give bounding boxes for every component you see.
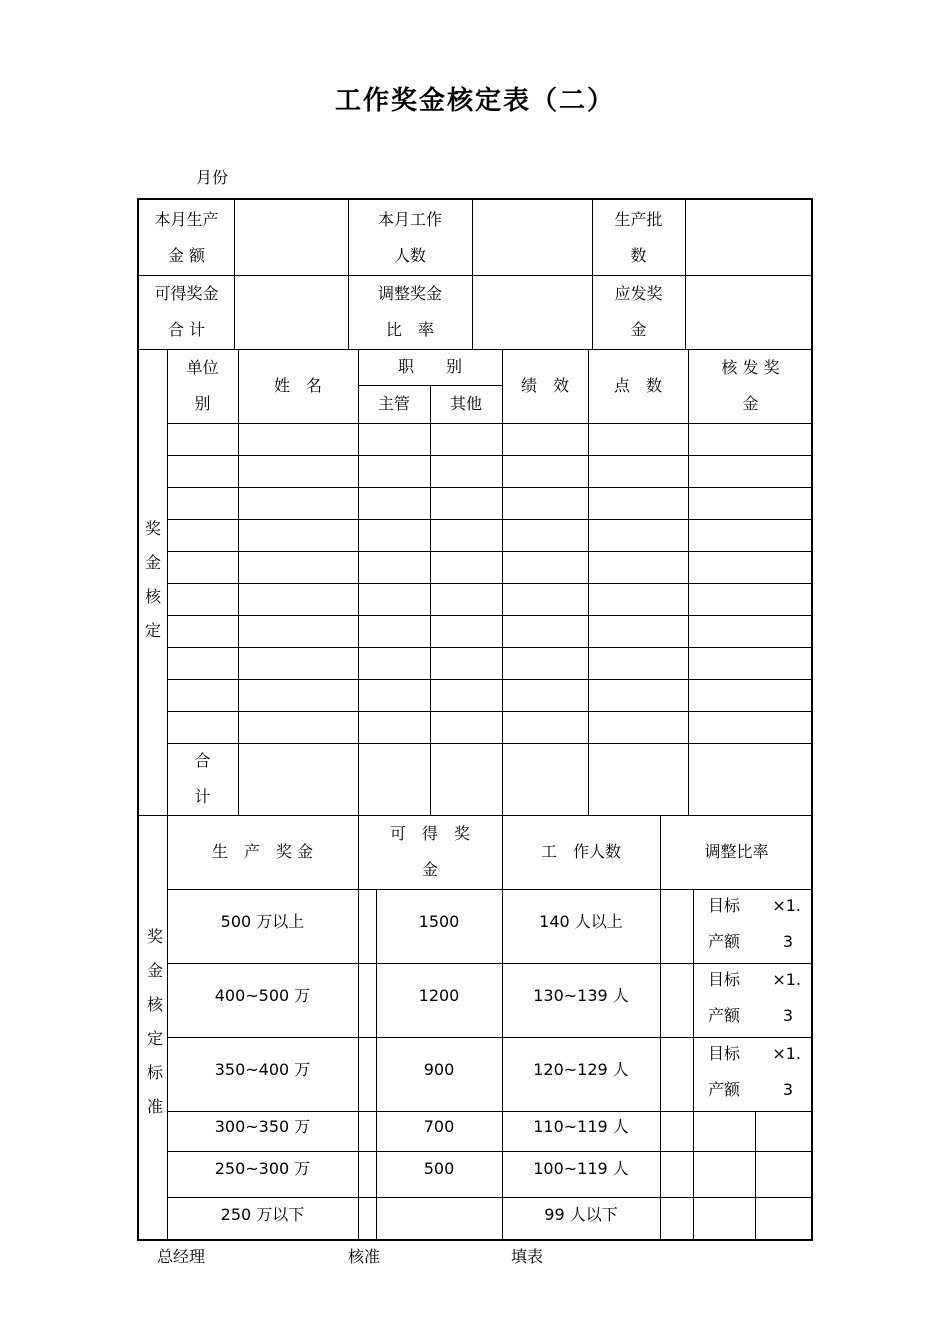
standard-row-production: 500 万以上 [220, 912, 305, 931]
rule [755, 1111, 756, 1241]
standard-row-production: 400~500 万 [214, 986, 311, 1005]
rule [167, 711, 813, 712]
bonus-payable-label: 应发奖 金 [614, 284, 663, 339]
rule [502, 349, 503, 1241]
bonus-total-label: 可得奖金 合 计 [154, 284, 219, 339]
rule [167, 615, 813, 616]
page-title: 工作奖金核定表（二） [334, 86, 615, 116]
column-rank-other: 其他 [449, 394, 482, 413]
column-unit: 单位 别 [186, 358, 219, 413]
standard-col-headcount: 工 作人数 [540, 842, 621, 861]
rule [234, 200, 235, 349]
prepared-label: 填表 [511, 1247, 544, 1266]
rule [693, 889, 694, 1241]
rule [167, 423, 813, 424]
rule [358, 349, 359, 1241]
rule [139, 275, 813, 276]
standard-row-bonus: 700 [423, 1117, 455, 1136]
total-label: 合 计 [194, 751, 211, 806]
rule [472, 200, 473, 349]
rule [167, 551, 813, 552]
standard-row-production: 350~400 万 [214, 1060, 311, 1079]
column-points: 点 数 [613, 376, 662, 395]
target-label: 目标 产额 [708, 896, 741, 951]
target-label: 目标 产额 [708, 970, 741, 1025]
rule [167, 487, 813, 488]
rule [167, 455, 813, 456]
standard-row-headcount: 100~119 人 [533, 1159, 629, 1178]
standard-row-production: 250~300 万 [214, 1159, 311, 1178]
column-bonus-issued: 核 发 奖 金 [721, 358, 780, 413]
rule [167, 583, 813, 584]
production-amount-label: 本月生产 金 额 [154, 209, 219, 265]
standard-row-headcount: 120~129 人 [533, 1060, 629, 1079]
standard-row-bonus [376, 1197, 502, 1233]
rule [167, 679, 813, 680]
work-headcount-label: 本月工作 人数 [377, 209, 442, 265]
standard-row-bonus: 1500 [418, 912, 460, 931]
standard-row-headcount: 110~119 人 [533, 1117, 629, 1136]
section-label-bonus-standard: 奖 金 核 定 标 准 [146, 927, 163, 1116]
bonus-sheet [137, 198, 813, 1241]
rule [167, 743, 813, 744]
production-approval-label: 生产批 数 [614, 209, 663, 265]
standard-row-bonus: 500 [423, 1159, 455, 1178]
column-name: 姓 名 [273, 376, 322, 395]
standard-row-production: 250 万以下 [220, 1205, 305, 1224]
rule [167, 519, 813, 520]
target-multiplier: ×1. 3 [772, 1044, 801, 1099]
target-multiplier: ×1. 3 [772, 970, 801, 1025]
standard-col-ratio: 调整比率 [704, 842, 769, 861]
month-label: 月份 [196, 168, 229, 187]
rule [167, 647, 813, 648]
standard-row-headcount: 140 人以上 [539, 912, 623, 931]
standard-row-bonus: 1200 [418, 986, 460, 1005]
standard-row-bonus: 900 [423, 1060, 455, 1079]
standard-row-production: 300~350 万 [214, 1117, 311, 1136]
standard-col-bonus: 可 得 奖 金 [389, 824, 470, 879]
adjust-ratio-label: 调整奖金 比 率 [377, 284, 442, 339]
target-multiplier: ×1. 3 [772, 896, 801, 951]
rule [685, 200, 686, 349]
standard-col-production: 生 产 奖 金 [211, 842, 314, 861]
target-label: 目标 产额 [708, 1044, 741, 1099]
column-performance: 绩 效 [520, 376, 569, 395]
general-manager-label: 总经理 [157, 1247, 206, 1266]
standard-row-headcount: 99 人以下 [544, 1205, 618, 1224]
column-rank: 职 别 [397, 357, 462, 376]
rule [430, 385, 431, 815]
column-rank-supervisor: 主管 [377, 394, 410, 413]
section-label-bonus-assessment: 奖 金 核 定 [144, 519, 161, 640]
approved-label: 核准 [348, 1247, 381, 1266]
standard-row-headcount: 130~139 人 [533, 986, 629, 1005]
